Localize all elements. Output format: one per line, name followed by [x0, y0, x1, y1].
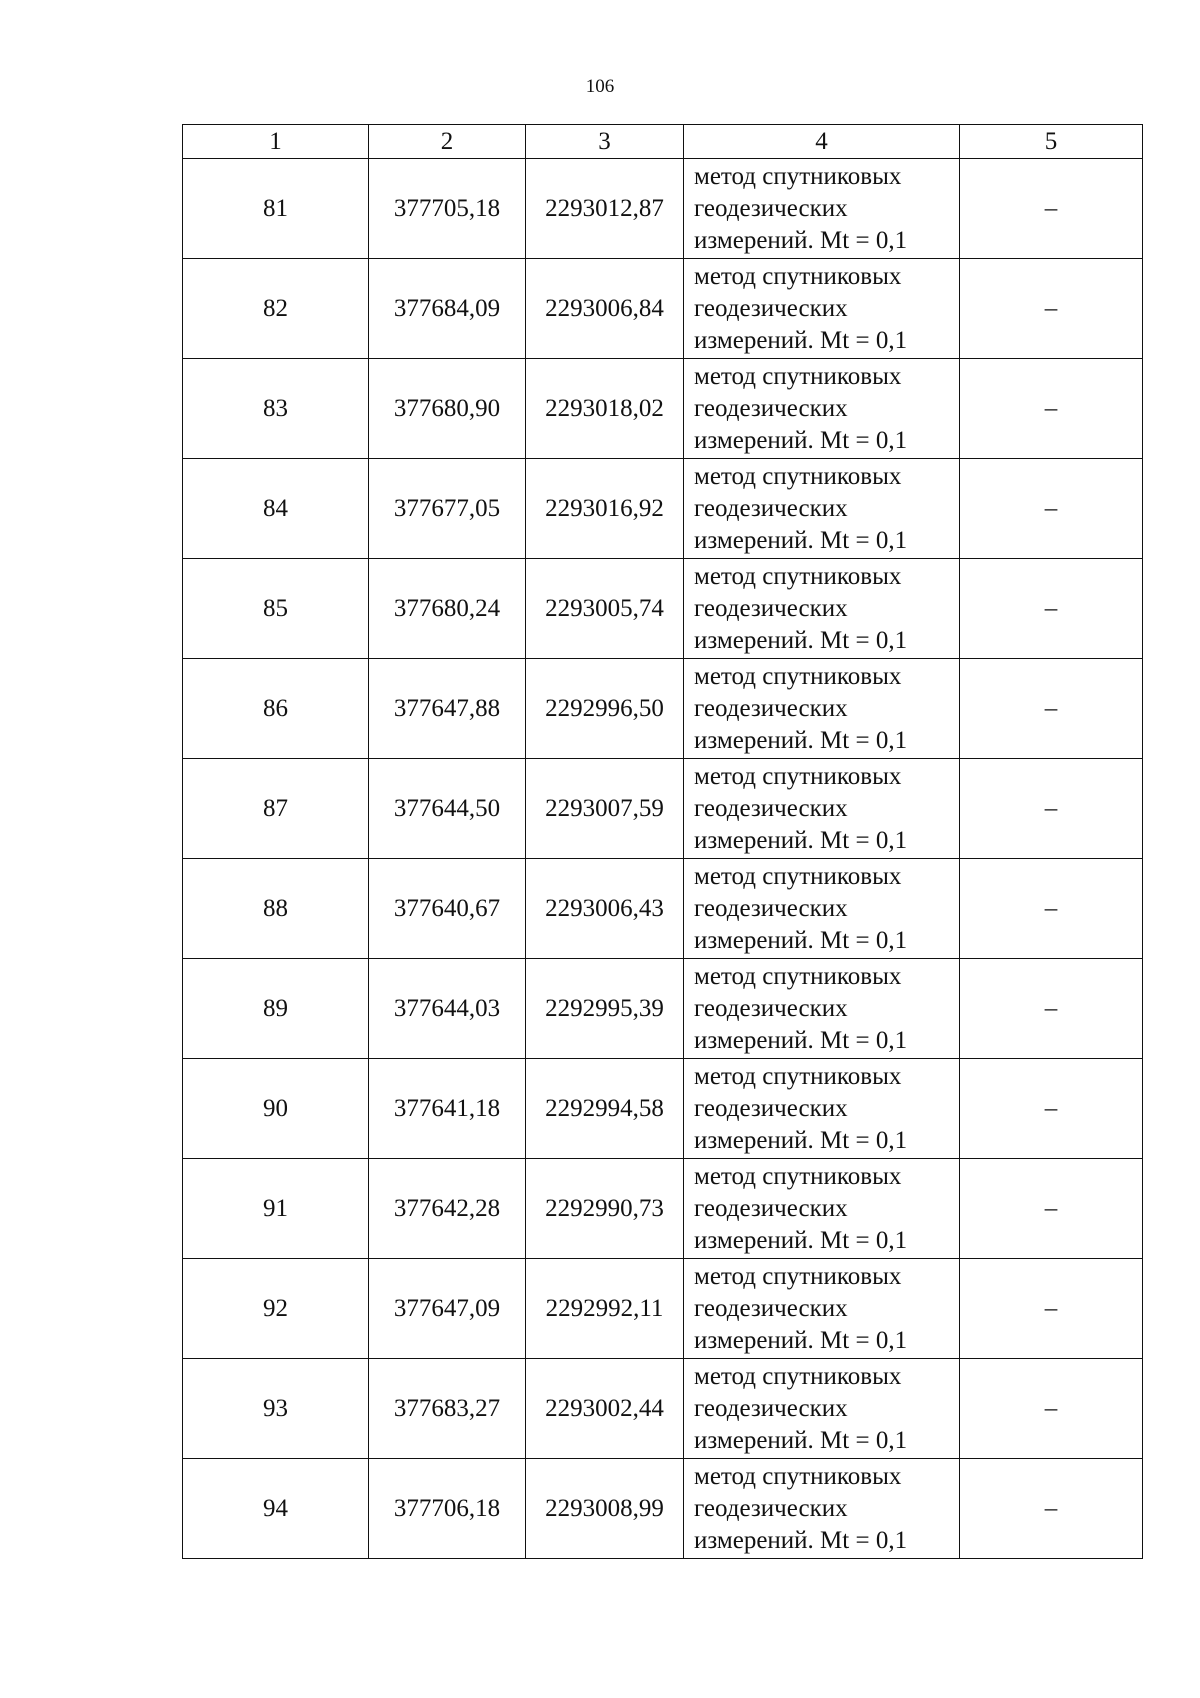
method-line: метод спутниковых	[694, 862, 902, 890]
method-line: метод спутниковых	[694, 162, 902, 190]
method-line: геодезических	[694, 294, 848, 322]
table-row	[183, 1259, 1143, 1359]
point-number-cell: 84	[183, 459, 369, 559]
x-coordinate-cell: 377684,09	[369, 259, 526, 359]
point-number-cell: 92	[183, 1259, 369, 1359]
method-cell	[684, 559, 960, 659]
method-cell	[684, 1059, 960, 1159]
table-row	[183, 659, 1143, 759]
note-cell: –	[960, 659, 1143, 759]
table-row	[183, 1059, 1143, 1159]
method-line: геодезических	[694, 1194, 848, 1222]
y-coordinate-cell: 2292996,50	[526, 659, 684, 759]
point-number-cell: 94	[183, 1459, 369, 1559]
method-line: измерений. Mt = 0,1	[694, 326, 908, 354]
x-coordinate-cell: 377680,24	[369, 559, 526, 659]
x-coordinate-cell: 377644,03	[369, 959, 526, 1059]
table-row	[183, 1159, 1143, 1259]
x-coordinate-cell: 377641,18	[369, 1059, 526, 1159]
point-number-cell: 85	[183, 559, 369, 659]
y-coordinate-cell: 2293006,84	[526, 259, 684, 359]
method-cell	[684, 1459, 960, 1559]
method-line: измерений. Mt = 0,1	[694, 226, 908, 254]
header-cell-2: 2	[369, 125, 526, 159]
x-coordinate-cell: 377647,88	[369, 659, 526, 759]
y-coordinate-cell: 2293008,99	[526, 1459, 684, 1559]
method-line: измерений. Mt = 0,1	[694, 926, 908, 954]
y-coordinate-cell: 2292995,39	[526, 959, 684, 1059]
table-header	[183, 125, 1143, 159]
method-line: геодезических	[694, 794, 848, 822]
method-line: метод спутниковых	[694, 462, 902, 490]
method-line: метод спутниковых	[694, 962, 902, 990]
note-cell: –	[960, 259, 1143, 359]
point-number-cell: 82	[183, 259, 369, 359]
table-row	[183, 959, 1143, 1059]
x-coordinate-cell: 377642,28	[369, 1159, 526, 1259]
x-coordinate-cell: 377640,67	[369, 859, 526, 959]
method-line: измерений. Mt = 0,1	[694, 1126, 908, 1154]
table-row	[183, 1359, 1143, 1459]
y-coordinate-cell: 2293002,44	[526, 1359, 684, 1459]
x-coordinate-cell: 377680,90	[369, 359, 526, 459]
x-coordinate-cell: 377677,05	[369, 459, 526, 559]
method-line: метод спутниковых	[694, 1462, 902, 1490]
x-coordinate-cell: 377647,09	[369, 1259, 526, 1359]
method-cell	[684, 759, 960, 859]
method-line: метод спутниковых	[694, 762, 902, 790]
y-coordinate-cell: 2293018,02	[526, 359, 684, 459]
y-coordinate-cell: 2292994,58	[526, 1059, 684, 1159]
method-line: метод спутниковых	[694, 1062, 902, 1090]
method-cell	[684, 259, 960, 359]
method-cell	[684, 359, 960, 459]
point-number-cell: 83	[183, 359, 369, 459]
point-number-cell: 86	[183, 659, 369, 759]
note-cell: –	[960, 859, 1143, 959]
note-cell: –	[960, 959, 1143, 1059]
header-cell-4: 4	[684, 125, 960, 159]
method-line: измерений. Mt = 0,1	[694, 726, 908, 754]
header-cell-5: 5	[960, 125, 1143, 159]
y-coordinate-cell: 2293016,92	[526, 459, 684, 559]
table-row	[183, 759, 1143, 859]
note-cell: –	[960, 1159, 1143, 1259]
point-number-cell: 93	[183, 1359, 369, 1459]
method-line: геодезических	[694, 494, 848, 522]
method-cell	[684, 159, 960, 259]
x-coordinate-cell: 377706,18	[369, 1459, 526, 1559]
method-line: геодезических	[694, 994, 848, 1022]
note-cell: –	[960, 459, 1143, 559]
method-line: измерений. Mt = 0,1	[694, 426, 908, 454]
x-coordinate-cell: 377644,50	[369, 759, 526, 859]
method-cell	[684, 659, 960, 759]
method-line: измерений. Mt = 0,1	[694, 1426, 908, 1454]
y-coordinate-cell: 2293005,74	[526, 559, 684, 659]
y-coordinate-cell: 2293012,87	[526, 159, 684, 259]
method-cell	[684, 1159, 960, 1259]
point-number-cell: 90	[183, 1059, 369, 1159]
method-line: геодезических	[694, 1094, 848, 1122]
method-line: геодезических	[694, 1294, 848, 1322]
method-line: метод спутниковых	[694, 562, 902, 590]
table-row	[183, 459, 1143, 559]
method-line: измерений. Mt = 0,1	[694, 626, 908, 654]
method-line: измерений. Mt = 0,1	[694, 1226, 908, 1254]
y-coordinate-cell: 2293006,43	[526, 859, 684, 959]
method-line: измерений. Mt = 0,1	[694, 1326, 908, 1354]
point-number-cell: 88	[183, 859, 369, 959]
point-number-cell: 81	[183, 159, 369, 259]
method-line: метод спутниковых	[694, 1362, 902, 1390]
method-line: метод спутниковых	[694, 1162, 902, 1190]
method-line: геодезических	[694, 694, 848, 722]
table-row	[183, 159, 1143, 259]
point-number-cell: 87	[183, 759, 369, 859]
note-cell: –	[960, 759, 1143, 859]
y-coordinate-cell: 2292990,73	[526, 1159, 684, 1259]
method-line: измерений. Mt = 0,1	[694, 1026, 908, 1054]
method-line: метод спутниковых	[694, 262, 902, 290]
method-cell	[684, 1359, 960, 1459]
table-row	[183, 559, 1143, 659]
table-body	[183, 159, 1143, 1559]
method-line: геодезических	[694, 894, 848, 922]
method-cell	[684, 1259, 960, 1359]
coordinates-table	[182, 124, 1143, 1559]
table-row	[183, 1459, 1143, 1559]
header-row	[183, 125, 1143, 159]
table-row	[183, 359, 1143, 459]
header-cell-3: 3	[526, 125, 684, 159]
y-coordinate-cell: 2292992,11	[526, 1259, 684, 1359]
note-cell: –	[960, 359, 1143, 459]
method-line: метод спутниковых	[694, 1262, 902, 1290]
note-cell: –	[960, 559, 1143, 659]
method-line: метод спутниковых	[694, 662, 902, 690]
method-line: геодезических	[694, 1494, 848, 1522]
point-number-cell: 89	[183, 959, 369, 1059]
table-row	[183, 259, 1143, 359]
method-line: метод спутниковых	[694, 362, 902, 390]
table-row	[183, 859, 1143, 959]
x-coordinate-cell: 377683,27	[369, 1359, 526, 1459]
x-coordinate-cell: 377705,18	[369, 159, 526, 259]
note-cell: –	[960, 1359, 1143, 1459]
note-cell: –	[960, 1059, 1143, 1159]
method-cell	[684, 859, 960, 959]
method-line: измерений. Mt = 0,1	[694, 826, 908, 854]
method-line: измерений. Mt = 0,1	[694, 526, 908, 554]
point-number-cell: 91	[183, 1159, 369, 1259]
method-cell	[684, 959, 960, 1059]
method-line: геодезических	[694, 194, 848, 222]
header-cell-1: 1	[183, 125, 369, 159]
note-cell: –	[960, 1259, 1143, 1359]
note-cell: –	[960, 159, 1143, 259]
y-coordinate-cell: 2293007,59	[526, 759, 684, 859]
method-cell	[684, 459, 960, 559]
page-number: 106	[585, 76, 615, 97]
note-cell: –	[960, 1459, 1143, 1559]
method-line: измерений. Mt = 0,1	[694, 1526, 908, 1554]
method-line: геодезических	[694, 1394, 848, 1422]
method-line: геодезических	[694, 394, 848, 422]
method-line: геодезических	[694, 594, 848, 622]
